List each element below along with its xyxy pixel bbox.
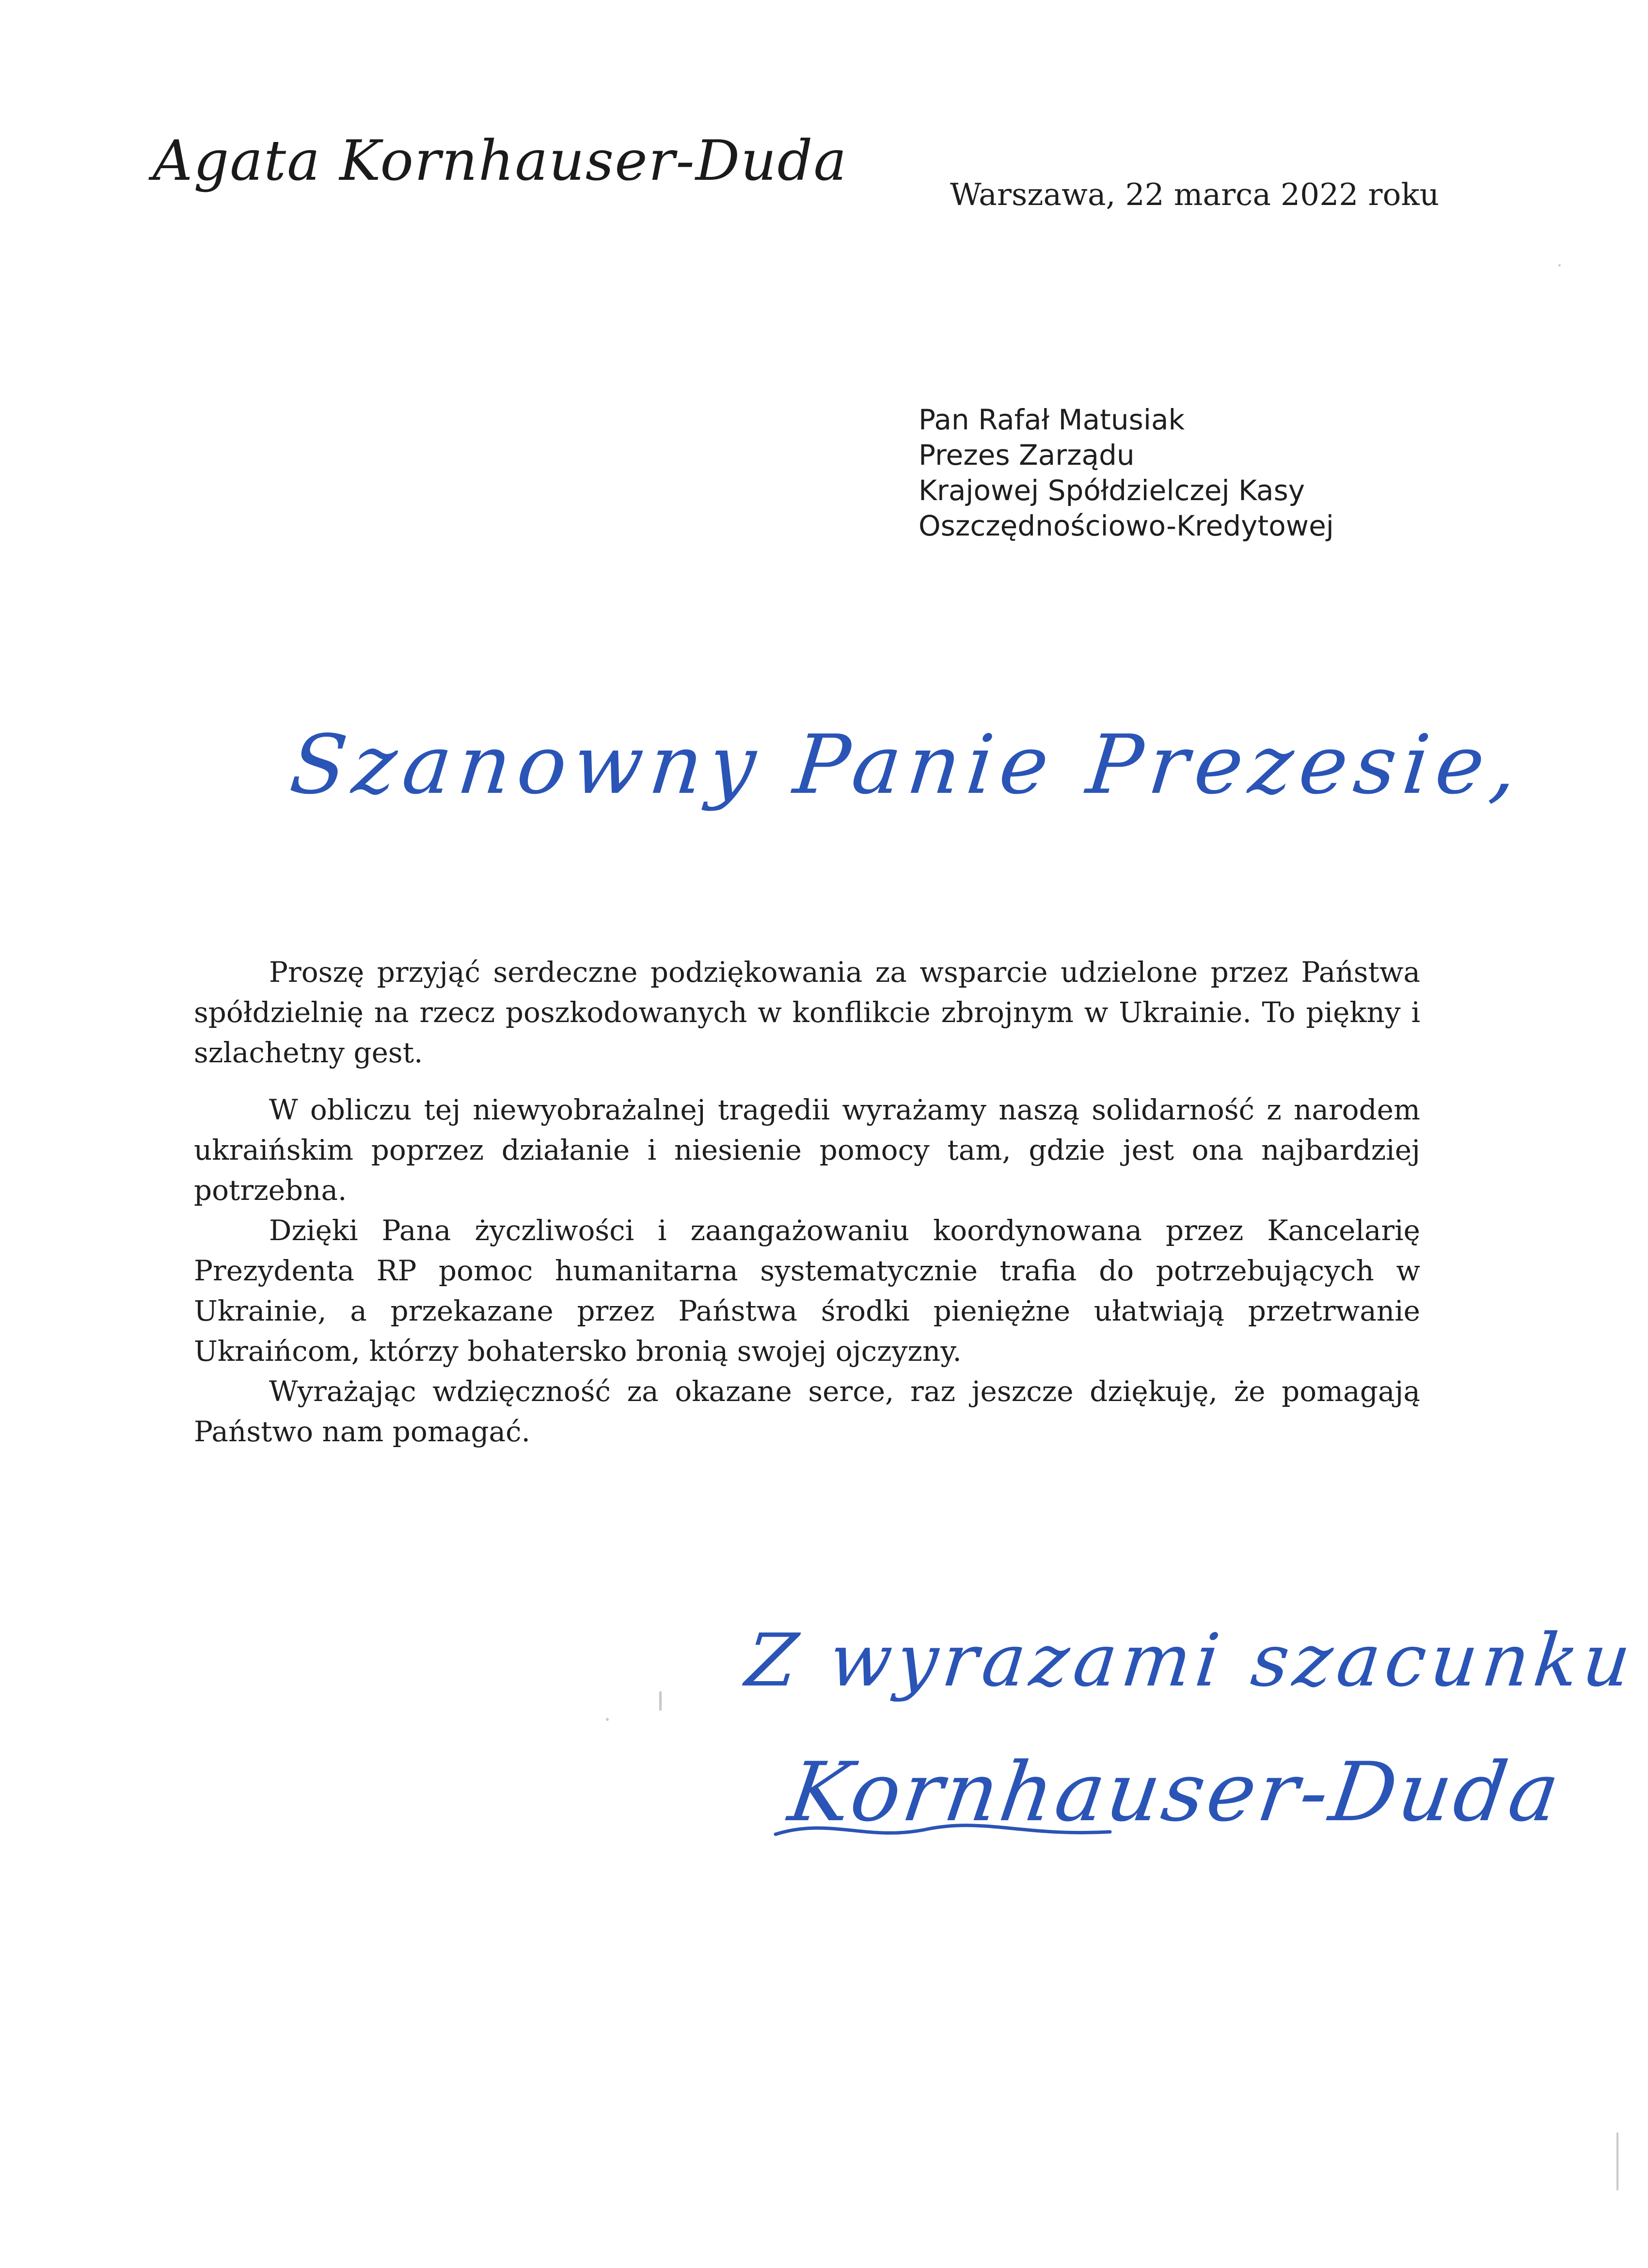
scan-speck	[1558, 264, 1561, 267]
scan-speck	[606, 1718, 609, 1721]
signature: Kornhauser-Duda	[783, 1745, 1568, 1840]
scan-speck	[659, 1691, 662, 1711]
recipient-line: Pan Rafał Matusiak	[919, 403, 1185, 436]
signature-underline-stroke	[771, 1808, 1430, 1851]
body-paragraph: Wyrażając wdzięczność za okazane serce, raz jeszcze dziękuję, że pomagają Państwo nam pomagać.	[194, 1375, 1420, 1448]
body-paragraph: Dzięki Pana życzliwości i zaangażowaniu koordynowana przez Kancelarię Prezydenta RP pomoc humanitarna systematycznie trafia do potrzebujących w Ukrainie, a przekazane przez Państwa środki pieniężne ułatwiają przetrwanie Ukraińcom, którzy bohatersko bronią swojej ojczyzny.	[194, 1214, 1420, 1368]
recipient-line: Krajowej Spółdzielczej Kasy	[919, 474, 1305, 507]
scan-speck	[1616, 2132, 1618, 2190]
recipient-line: Oszczędnościowo-Kredytowej	[919, 509, 1334, 542]
letterhead-name: Agata Kornhauser-Duda	[153, 128, 848, 193]
handwritten-salutation: Szanowny Panie Prezesie,	[285, 717, 1529, 812]
handwritten-closing: Z wyrazami szacunku	[742, 1619, 1639, 1703]
date-line: Warszawa, 22 marca 2022 roku	[950, 177, 1440, 212]
recipient-line: Prezes Zarządu	[919, 439, 1135, 472]
body-paragraph: Proszę przyjąć serdeczne podziękowania za wsparcie udzielone przez Państwa spółdzielnię na rzecz poszkodowanych w konflikcie zbrojnym w Ukrainie. To piękny i szlachetny gest.	[194, 956, 1420, 1069]
letter-body	[194, 952, 1420, 1452]
recipient-address	[919, 402, 1334, 544]
body-paragraph: W obliczu tej niewyobrażalnej tragedii wyrażamy naszą solidarność z narodem ukraińskim poprzez działanie i niesienie pomocy tam, gdzie jest ona najbardziej potrzebna.	[194, 1093, 1420, 1207]
